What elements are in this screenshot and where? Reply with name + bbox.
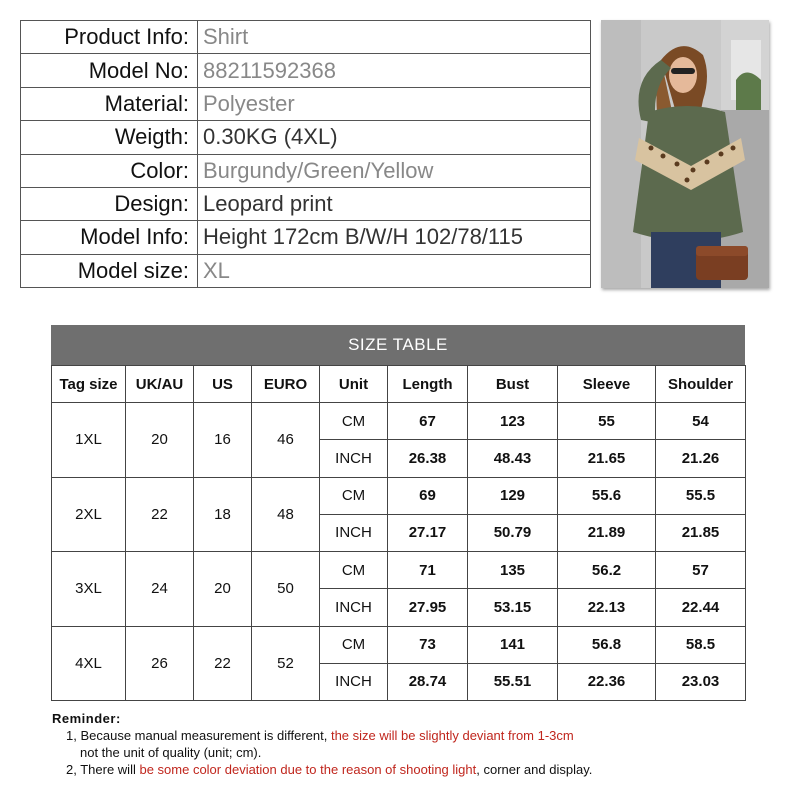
tag-size-cell: 3XL	[52, 552, 126, 626]
size-header-row	[52, 366, 746, 403]
header-cell: Unit	[320, 366, 388, 403]
reminder-line-1	[52, 727, 592, 744]
header-cell: Length	[388, 366, 468, 403]
us-cell: 20	[194, 552, 252, 626]
info-value: Polyester	[198, 87, 591, 120]
euro-cell: 48	[252, 477, 320, 551]
bust-cell: 50.79	[468, 514, 558, 551]
us-cell: 16	[194, 403, 252, 477]
shoulder-cell: 23.03	[656, 663, 746, 700]
length-cell: 71	[388, 552, 468, 589]
unit-cell: CM	[320, 403, 388, 440]
table-row	[52, 552, 746, 589]
model-photo	[601, 20, 769, 288]
header-cell: EURO	[252, 366, 320, 403]
info-label: Material:	[21, 87, 198, 120]
info-label: Weigth:	[21, 121, 198, 154]
uk-cell: 26	[126, 626, 194, 700]
length-cell: 27.95	[388, 589, 468, 626]
euro-cell: 50	[252, 552, 320, 626]
reminder-text: 1, Because manual measurement is different,	[66, 728, 331, 743]
length-cell: 67	[388, 403, 468, 440]
header-cell: Bust	[468, 366, 558, 403]
shoulder-cell: 21.85	[656, 514, 746, 551]
info-label: Product Info:	[21, 21, 198, 54]
info-row-model-info	[21, 221, 591, 254]
reminder-line-2	[52, 761, 592, 778]
info-value: 88211592368	[198, 54, 591, 87]
reminder-text: , corner and display.	[476, 762, 593, 777]
reminder-highlight: be some color deviation due to the reason of shooting light	[139, 762, 477, 777]
sleeve-cell: 21.89	[558, 514, 656, 551]
tag-size-cell: 2XL	[52, 477, 126, 551]
sleeve-cell: 22.36	[558, 663, 656, 700]
unit-cell: CM	[320, 477, 388, 514]
sleeve-cell: 56.2	[558, 552, 656, 589]
reminder-text: 2, There will	[66, 762, 140, 777]
header-cell: Shoulder	[656, 366, 746, 403]
unit-cell: INCH	[320, 663, 388, 700]
uk-cell: 24	[126, 552, 194, 626]
uk-cell: 20	[126, 403, 194, 477]
sleeve-cell: 55	[558, 403, 656, 440]
shoulder-cell: 55.5	[656, 477, 746, 514]
info-row-model-no	[21, 54, 591, 87]
model-illustration	[601, 20, 769, 288]
info-row-material	[21, 87, 591, 120]
uk-cell: 22	[126, 477, 194, 551]
unit-cell: CM	[320, 626, 388, 663]
sleeve-cell: 22.13	[558, 589, 656, 626]
us-cell: 18	[194, 477, 252, 551]
header-cell: Sleeve	[558, 366, 656, 403]
length-cell: 28.74	[388, 663, 468, 700]
info-value: Leopard print	[198, 187, 591, 220]
bust-cell: 135	[468, 552, 558, 589]
bust-cell: 129	[468, 477, 558, 514]
bust-cell: 53.15	[468, 589, 558, 626]
bust-cell: 141	[468, 626, 558, 663]
reminder-line-1-cont: not the unit of quality (unit; cm).	[80, 745, 262, 760]
product-info-table	[20, 20, 591, 288]
bust-cell: 48.43	[468, 440, 558, 477]
bust-cell: 55.51	[468, 663, 558, 700]
shoulder-cell: 58.5	[656, 626, 746, 663]
info-row-color	[21, 154, 591, 187]
size-grid	[51, 365, 746, 701]
unit-cell: INCH	[320, 514, 388, 551]
euro-cell: 46	[252, 403, 320, 477]
info-label: Color:	[21, 154, 198, 187]
header-cell: US	[194, 366, 252, 403]
reminder-title: Reminder:	[52, 711, 121, 726]
header-cell: Tag size	[52, 366, 126, 403]
info-row-weight	[21, 121, 591, 154]
info-value: Shirt	[198, 21, 591, 54]
info-label: Design:	[21, 187, 198, 220]
info-value: Height 172cm B/W/H 102/78/115	[198, 221, 591, 254]
info-row-model-size	[21, 254, 591, 287]
us-cell: 22	[194, 626, 252, 700]
length-cell: 27.17	[388, 514, 468, 551]
tag-size-cell: 1XL	[52, 403, 126, 477]
table-row	[52, 403, 746, 440]
unit-cell: CM	[320, 552, 388, 589]
unit-cell: INCH	[320, 440, 388, 477]
length-cell: 73	[388, 626, 468, 663]
euro-cell: 52	[252, 626, 320, 700]
sleeve-cell: 56.8	[558, 626, 656, 663]
reminder-notes	[52, 710, 592, 778]
shoulder-cell: 22.44	[656, 589, 746, 626]
table-row	[52, 626, 746, 663]
tag-size-cell: 4XL	[52, 626, 126, 700]
unit-cell: INCH	[320, 589, 388, 626]
length-cell: 69	[388, 477, 468, 514]
length-cell: 26.38	[388, 440, 468, 477]
reminder-highlight: the size will be slightly deviant from 1-3cm	[330, 728, 574, 743]
sleeve-cell: 21.65	[558, 440, 656, 477]
info-row-design	[21, 187, 591, 220]
shoulder-cell: 21.26	[656, 440, 746, 477]
bust-cell: 123	[468, 403, 558, 440]
table-row	[52, 477, 746, 514]
shoulder-cell: 54	[656, 403, 746, 440]
info-label: Model Info:	[21, 221, 198, 254]
header-cell: UK/AU	[126, 366, 194, 403]
info-value: XL	[198, 254, 591, 287]
info-value: 0.30KG (4XL)	[198, 121, 591, 154]
info-value: Burgundy/Green/Yellow	[198, 154, 591, 187]
info-label: Model size:	[21, 254, 198, 287]
shoulder-cell: 57	[656, 552, 746, 589]
size-table	[51, 325, 745, 701]
size-table-title: SIZE TABLE	[51, 325, 745, 365]
info-label: Model No:	[21, 54, 198, 87]
sleeve-cell: 55.6	[558, 477, 656, 514]
info-row-product	[21, 21, 591, 54]
